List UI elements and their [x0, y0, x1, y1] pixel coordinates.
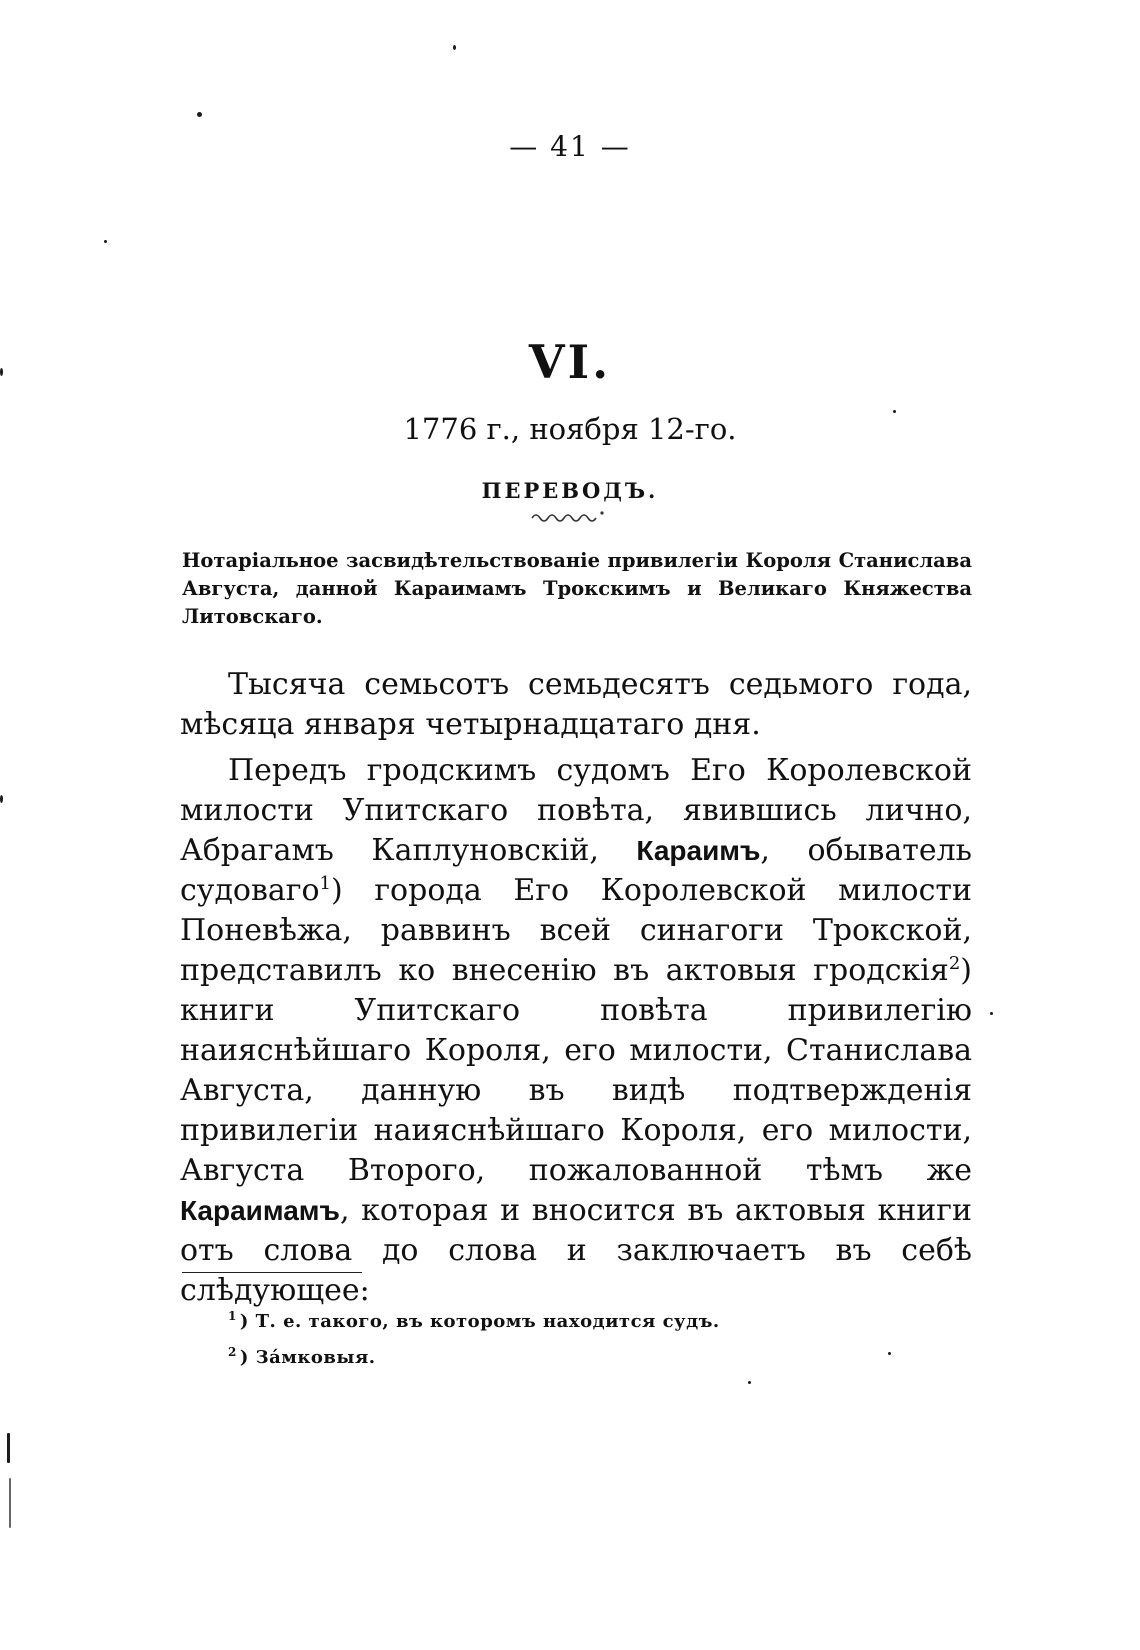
footnote-2-marker: 2	[228, 1345, 237, 1359]
footnotes	[228, 1301, 948, 1373]
scan-speck	[893, 410, 896, 413]
scan-speck	[748, 1381, 751, 1384]
scan-speck	[9, 1478, 11, 1528]
document-date: 1776 г., ноября 12-го.	[403, 412, 737, 446]
footnote-1	[228, 1301, 948, 1337]
scan-speck	[0, 795, 3, 803]
scan-speck	[888, 1352, 891, 1355]
footnote-2-text: ) Зáмковыя.	[239, 1347, 376, 1368]
page-number: — 41 —	[509, 130, 631, 163]
document-summary: Нотаріальное засвидѣтельствованіе привилегіи Короля Станислава Августа, данной Караимамъ Трокскимъ и Великаго Княжества Литовскаго.	[182, 549, 972, 628]
paragraph-2	[180, 751, 972, 1311]
scan-speck	[990, 1012, 993, 1015]
footnote-2	[228, 1337, 948, 1373]
scan-speck	[197, 112, 202, 117]
scan-speck	[104, 240, 107, 243]
paragraph-2-part-1: Передъ гродскимъ судомъ Его Королевской милости Упитскаго повѣта, явившись лично, Абрагамъ Каплуновскій,	[180, 753, 972, 868]
translation-heading: ПЕРЕВОДЪ.	[481, 478, 659, 503]
paragraph-2-part-3: ) города Его Королевской милости Поневѣжа, раввинъ всей синагоги Трокской, представилъ ко внесенію въ актовыя гродскія	[180, 873, 972, 988]
footnote-rule	[182, 1272, 362, 1273]
paragraph-2-part-4: ) книги Упитскаго повѣта привилегію наияснѣйшаго Короля, его милости, Станислава Августа, данную въ видѣ подтвержденія привилегіи наияснѣйшаго Короля, его милости, Августа Второго, пожалованной тѣмъ же	[180, 953, 972, 1188]
footnote-1-text: ) Т. е. такого, въ которомъ находится судъ.	[239, 1311, 720, 1332]
paragraph-1: Тысяча семьсотъ семьдесятъ седьмого года, мѣсяца января четырнадцатаго дня.	[180, 667, 972, 742]
paragraph-2-part-5: , которая и вносится въ актовыя книги отъ слова до слова и заключаетъ въ себѣ слѣдующее:	[180, 1193, 972, 1308]
footnote-1-marker: 1	[228, 1309, 237, 1323]
paragraph-2-part-2: , обыватель судоваго	[180, 833, 973, 908]
section-numeral: VI.	[528, 335, 612, 389]
body-text	[180, 665, 972, 1311]
bold-term-karaimam: Караимамъ	[180, 1195, 340, 1226]
footnote-ref-2: 2	[948, 953, 961, 974]
scan-speck	[0, 368, 3, 376]
scan-speck	[453, 45, 456, 50]
footnote-ref-1: 1	[319, 873, 331, 894]
bold-term-karaim: Караимъ	[636, 835, 761, 866]
ornament-divider	[530, 508, 610, 524]
scan-speck	[7, 1433, 10, 1463]
